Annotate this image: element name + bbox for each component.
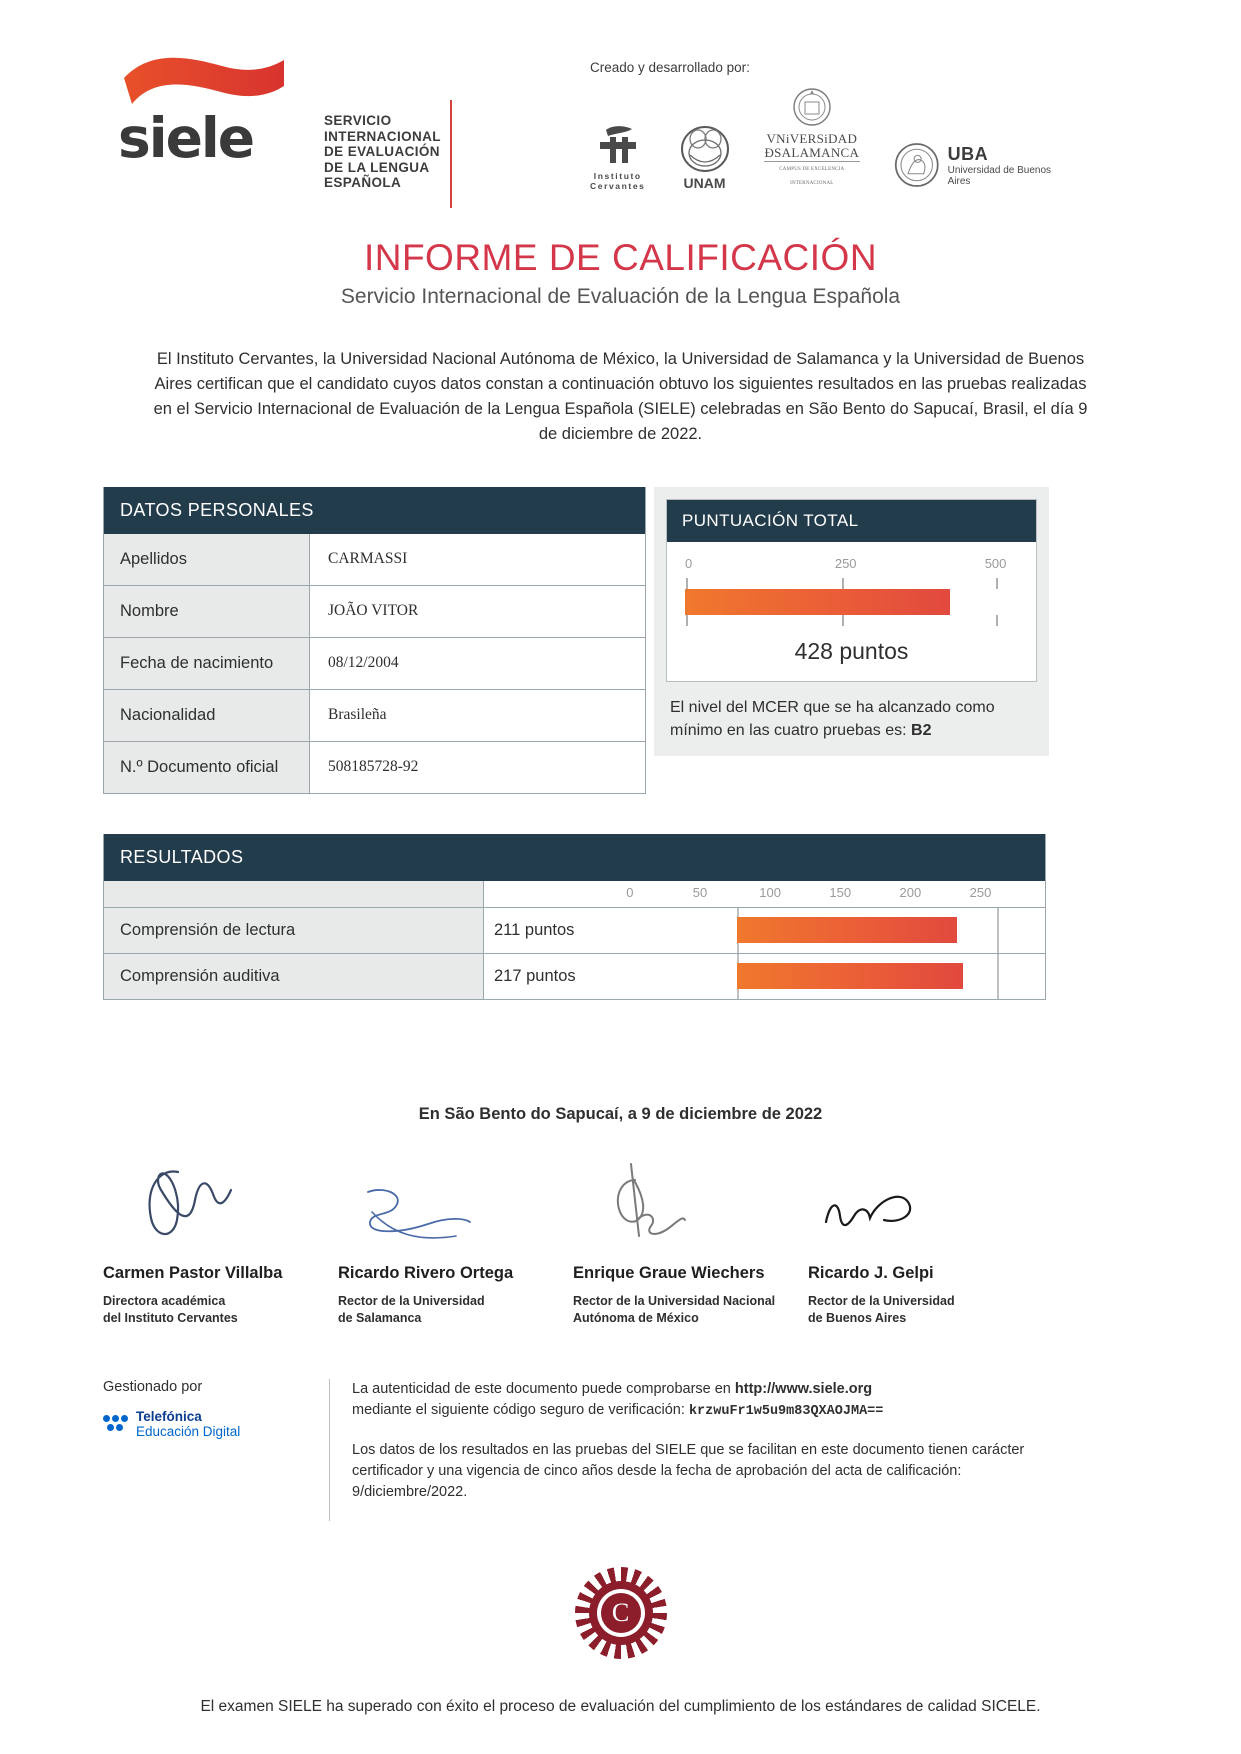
datos-personales-heading: DATOS PERSONALES	[104, 487, 645, 534]
role-line-1: Rector de la Universidad	[808, 1294, 955, 1308]
partner-logos	[590, 87, 1060, 191]
legal-block	[329, 1379, 1043, 1521]
telefonica-line-2: Educación Digital	[136, 1424, 241, 1439]
total-score-value: 428 puntos	[794, 638, 909, 664]
uba-label	[948, 144, 1060, 187]
puntuacion-total-heading: PUNTUACIÓN TOTAL	[667, 500, 1036, 542]
signature-block	[338, 1160, 573, 1327]
axis-tick	[842, 615, 844, 626]
signature-block	[103, 1160, 338, 1327]
signature-image	[103, 1160, 338, 1260]
tagline-line-3: DE EVALUACIÓN	[324, 144, 440, 159]
usal-line-2: ÐSALAMANCA	[764, 145, 860, 160]
verify-code-label: mediante el siguiente código seguro de verificación:	[352, 1402, 689, 1418]
partner-universidad-salamanca	[764, 87, 861, 191]
header-divider	[450, 100, 452, 208]
total-axis-labels	[685, 556, 1018, 574]
axis-tick-label: 250	[969, 885, 992, 900]
legal-text: Los datos de los resultados en las pruebas del SIELE que se facilitan en este documento tienen carácter certificador y una vigencia de cinco años desde la fecha de aprobación del acta de calificación: 9/diciembre/2022.	[352, 1442, 1025, 1500]
partner-uba	[894, 139, 1060, 191]
resultados-heading: RESULTADOS	[104, 834, 1045, 881]
resultado-bar-cell	[629, 908, 1045, 953]
resultados-table	[103, 834, 1046, 1000]
row-label: Nacionalidad	[104, 690, 310, 741]
role-line-1: Rector de la Universidad	[338, 1294, 485, 1308]
resultados-axis-labels	[484, 881, 1045, 907]
signatory-role	[808, 1293, 1043, 1327]
axis-tick	[842, 578, 844, 589]
row-value: 508185728-92	[310, 742, 645, 793]
tagline-line-4: DE LA LENGUA	[324, 159, 430, 175]
place-and-date: En São Bento do Sapucaí, a 9 de diciembre de 2022	[418, 1105, 823, 1123]
axis-tick-label: 0	[626, 885, 634, 900]
intro-paragraph: El Instituto Cervantes, la Universidad Nacional Autónoma de México, la Universidad de Salamanca y la Universidad de Buenos Aires certifican que el candidato cuyos datos constan a continuación obtuvo los siguientes resultados en las pruebas realizadas en el Servicio Internacional de Evaluación de la Lengua Española (SIELE) celebradas en São Bento do Sapucaí, Brasil, el día 9 de diciembre de 2022.	[153, 350, 1088, 443]
resultado-bar	[737, 917, 957, 943]
siele-flag-icon	[122, 56, 287, 111]
axis-tick	[996, 615, 998, 626]
role-line-1: Rector de la Universidad Nacional	[573, 1294, 776, 1308]
page-footer	[103, 1379, 1043, 1521]
mcer-level-text	[666, 682, 1037, 742]
uba-icon	[894, 139, 940, 191]
signature-icon	[103, 1160, 303, 1260]
axis-tick-label: 250	[834, 556, 857, 571]
axis-tick	[686, 578, 688, 589]
axis-tick-label: 200	[899, 885, 922, 900]
mcer-level-badge: B2	[911, 722, 932, 739]
verify-code: krzwuFr1w5u9m83QXAOJMA==	[688, 1404, 884, 1419]
verification-text	[352, 1379, 1043, 1422]
telefonica-line-1: Telefónica	[136, 1409, 202, 1424]
resultado-score: 211 puntos	[484, 908, 629, 953]
personal-and-score-section	[103, 487, 1143, 794]
page-header	[0, 0, 1241, 195]
table-row	[104, 586, 645, 638]
signature-image	[573, 1160, 808, 1260]
axis-spacer	[104, 881, 484, 907]
signature-icon	[573, 1160, 773, 1260]
verify-url[interactable]: http://www.siele.org	[734, 1381, 873, 1397]
signatory-name: Ricardo J. Gelpi	[808, 1264, 934, 1282]
datos-personales-table	[103, 487, 646, 794]
managed-by-block	[103, 1379, 329, 1521]
unam-label: UNAM	[683, 175, 726, 191]
verify-prefix: La autenticidad de este documento puede comprobarse en	[352, 1381, 735, 1397]
siele-logomark	[112, 48, 302, 170]
axis-tick-label: 100	[759, 885, 781, 900]
table-row	[104, 534, 645, 586]
row-label: N.º Documento oficial	[104, 742, 310, 793]
axis-tick	[997, 954, 999, 999]
table-row	[104, 954, 1045, 999]
tagline-line-5: ESPAÑOLA	[324, 175, 402, 190]
resultado-label: Comprensión de lectura	[104, 908, 484, 953]
signature-image	[808, 1160, 1043, 1260]
tagline-line-1: SERVICIO	[324, 113, 392, 128]
title-block	[0, 237, 1241, 309]
total-score-bar	[685, 589, 950, 615]
telefonica-logo	[103, 1409, 329, 1439]
siele-logo	[112, 48, 441, 190]
role-line-2: de Buenos Aires	[808, 1311, 907, 1325]
tagline-line-2: INTERNACIONAL	[324, 128, 441, 144]
total-score-chart	[667, 542, 1036, 681]
sicele-seal-icon	[575, 1567, 667, 1659]
mcer-prefix: El nivel del MCER que se ha alcanzado como mínimo en las cuatro pruebas es:	[670, 699, 995, 739]
role-line-2: del Instituto Cervantes	[103, 1311, 238, 1325]
table-row	[104, 742, 645, 793]
axis-tick	[686, 615, 688, 626]
page-subtitle: Servicio Internacional de Evaluación de la Lengua Española	[340, 285, 901, 308]
telefonica-label	[136, 1409, 240, 1439]
row-value: CARMASSI	[310, 534, 645, 585]
table-row	[104, 908, 1045, 954]
uba-line-2: Universidad de Buenos Aires	[947, 164, 1052, 187]
sicele-seal-block	[0, 1567, 1241, 1664]
signatory-role	[338, 1293, 573, 1327]
gestionado-label: Gestionado por	[103, 1379, 203, 1395]
signatory-role	[103, 1293, 338, 1327]
axis-tick-label: 500	[984, 556, 1007, 571]
signature-image	[338, 1160, 573, 1260]
score-card	[666, 499, 1037, 682]
axis-tick-label: 150	[829, 885, 852, 900]
signatory-role	[573, 1293, 808, 1327]
sicele-note: El examen SIELE ha superado con éxito el proceso de evaluación del cumplimiento de los estándares de calidad SICELE.	[200, 1698, 1041, 1715]
signature-block	[808, 1160, 1043, 1327]
signatory-name: Carmen Pastor Villalba	[103, 1264, 283, 1282]
table-row	[104, 638, 645, 690]
axis-tick	[996, 578, 998, 589]
row-label: Apellidos	[104, 534, 310, 585]
created-by-block	[590, 60, 1060, 191]
role-line-2: de Salamanca	[338, 1311, 422, 1325]
page-title: INFORME DE CALIFICACIÓN	[363, 237, 878, 278]
row-label: Nombre	[104, 586, 310, 637]
role-line-2: Autónoma de México	[573, 1311, 699, 1325]
universidad-salamanca-icon	[790, 87, 834, 129]
signature-icon	[808, 1160, 1008, 1260]
usal-line-3: CAMPUS DE EXCELENCIA INTERNACIONAL	[764, 161, 861, 191]
resultado-bar-cell	[629, 954, 1045, 999]
resultado-bar	[737, 963, 963, 989]
usal-label	[764, 132, 861, 191]
created-by-label: Creado y desarrollado por:	[590, 60, 750, 75]
axis-tick	[997, 908, 999, 953]
resultado-score: 217 puntos	[484, 954, 629, 999]
telefonica-dots-icon	[103, 1414, 129, 1434]
signature-block	[573, 1160, 808, 1327]
total-bar-track	[685, 578, 1018, 624]
resultados-axis-row	[104, 881, 1045, 908]
sicele-seal-letter: C	[601, 1593, 641, 1633]
partner-unam	[680, 125, 730, 191]
partner-instituto-cervantes	[590, 124, 646, 191]
row-value: JOÃO VITOR	[310, 586, 645, 637]
uba-line-1: UBA	[947, 143, 989, 164]
unam-icon	[680, 125, 730, 173]
axis-tick-label: 0	[685, 556, 693, 571]
signatures-row	[103, 1160, 1043, 1327]
role-line-1: Directora académica	[103, 1294, 226, 1308]
siele-wordmark: siele	[118, 106, 254, 170]
ic-line-1: Instituto	[593, 171, 642, 181]
signatory-name: Enrique Graue Wiechers	[573, 1264, 765, 1282]
table-row	[104, 690, 645, 742]
signature-icon	[338, 1160, 538, 1260]
siele-tagline	[324, 113, 441, 191]
row-value: Brasileña	[310, 690, 645, 741]
usal-line-1: VNiVERSiDAD	[766, 131, 858, 146]
instituto-cervantes-icon	[592, 124, 644, 168]
ic-line-2: Cervantes	[590, 181, 646, 191]
axis-tick-label: 50	[692, 885, 708, 900]
puntuacion-total-panel	[654, 487, 1049, 756]
row-label: Fecha de nacimiento	[104, 638, 310, 689]
row-value: 08/12/2004	[310, 638, 645, 689]
signatory-name: Ricardo Rivero Ortega	[338, 1264, 514, 1282]
resultado-label: Comprensión auditiva	[104, 954, 484, 999]
instituto-cervantes-label	[590, 171, 646, 191]
